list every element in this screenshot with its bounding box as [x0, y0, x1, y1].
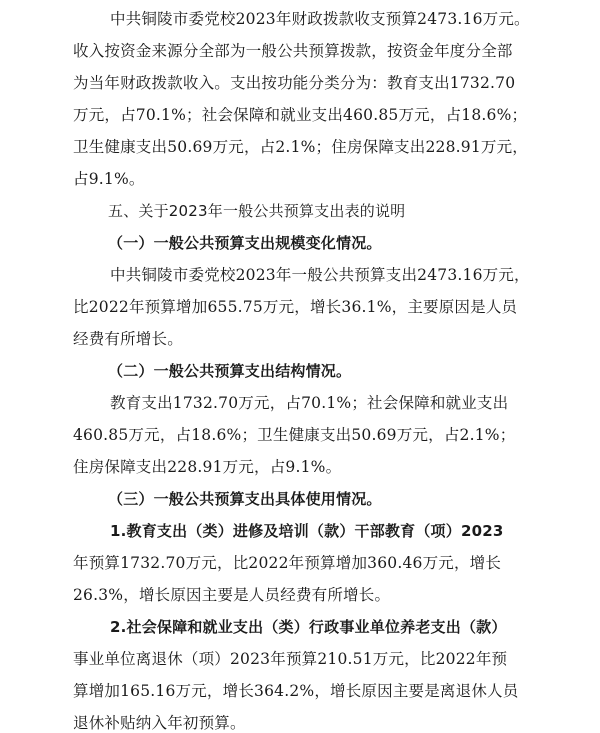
text-line: 为当年财政拨款收入。支出按功能分类分为：教育支出1732.70	[73, 74, 516, 92]
item-heading: 1.教育支出（类）进修及培训（款）干部教育（项）2023	[110, 522, 504, 540]
text-line: 万元，占70.1%；社会保障和就业支出460.85万元，占18.6%；	[73, 106, 528, 124]
text-line: 占9.1%。	[73, 170, 145, 188]
text-line: 收入按资金来源分全部为一般公共预算拨款，按资金年度分全部	[73, 42, 513, 60]
text-line: 住房保障支出228.91万元，占9.1%。	[73, 458, 342, 476]
section-heading: 五、关于2023年一般公共预算支出表的说明	[108, 202, 406, 220]
item-heading: 2.社会保障和就业支出（类）行政事业单位养老支出（款）	[110, 618, 507, 636]
subsection-heading: （二）一般公共预算支出结构情况。	[108, 362, 352, 380]
text-line: 退休补贴纳入年初预算。	[73, 714, 246, 732]
text-line: 比2022年预算增加655.75万元，增长36.1%，主要原因是人员	[73, 298, 518, 316]
text-line: 中共铜陵市委党校2023年一般公共预算支出2473.16万元，	[110, 266, 530, 284]
text-line: 年预算1732.70万元，比2022年预算增加360.46万元，增长	[73, 554, 502, 572]
text-line: 经费有所增长。	[73, 330, 183, 348]
subsection-heading: （一）一般公共预算支出规模变化情况。	[108, 234, 382, 252]
text-line: 26.3%，增长原因主要是人员经费有所增长。	[73, 586, 391, 604]
text-line: 卫生健康支出50.69万元，占2.1%；住房保障支出228.91万元，	[73, 138, 528, 156]
text-line: 事业单位离退休（项）2023年预算210.51万元，比2022年预	[73, 650, 508, 668]
text-line: 算增加165.16万元，增长364.2%，增长原因主要是离退休人员	[73, 682, 519, 700]
subsection-heading: （三）一般公共预算支出具体使用情况。	[108, 490, 382, 508]
text-line: 中共铜陵市委党校2023年财政拨款收支预算2473.16万元。	[110, 10, 530, 28]
text-line: 460.85万元，占18.6%；卫生健康支出50.69万元，占2.1%；	[73, 426, 516, 444]
text-line: 教育支出1732.70万元，占70.1%；社会保障和就业支出	[110, 394, 509, 412]
